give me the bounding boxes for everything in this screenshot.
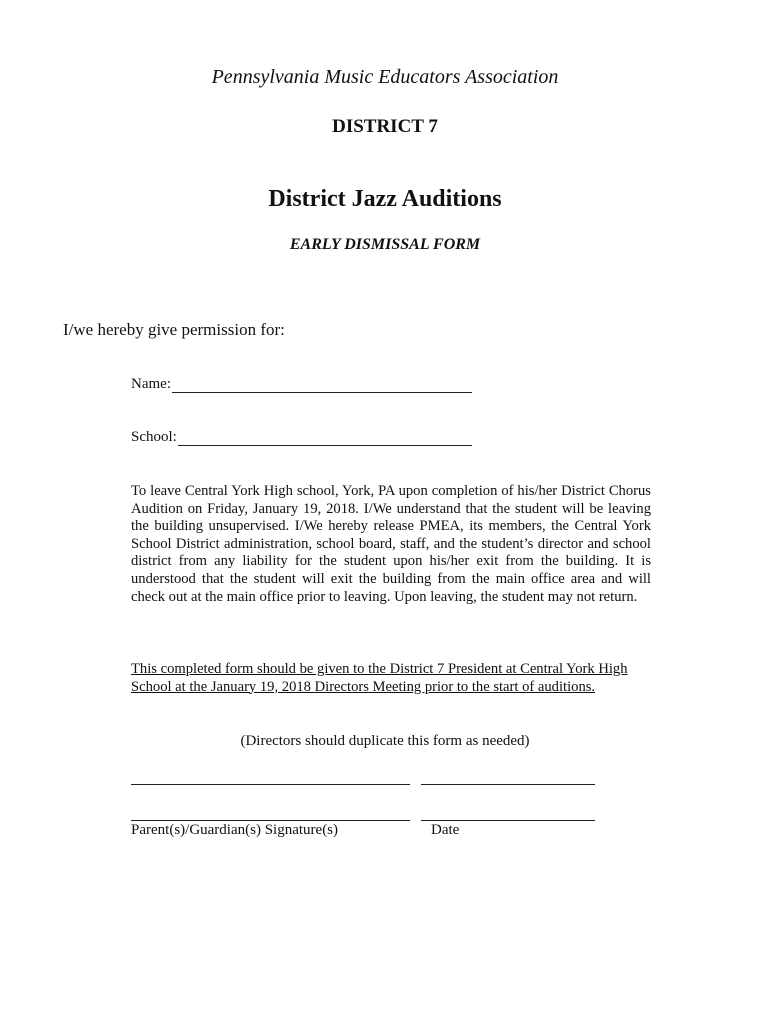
school-input-line[interactable]	[178, 429, 472, 446]
school-label: School:	[131, 429, 177, 445]
date-line-2[interactable]	[421, 820, 595, 821]
date-label: Date	[431, 822, 460, 838]
district-heading: DISTRICT 7	[332, 116, 438, 137]
form-subtitle: EARLY DISMISSAL FORM	[289, 236, 481, 253]
signature-line-2[interactable]	[131, 820, 410, 821]
organization-name: Pennsylvania Music Educators Association	[211, 66, 559, 88]
release-paragraph: To leave Central York High school, York, PA upon completion of his/her District Chorus Audition on Friday, January 19, 2018. I/We understand that the student will be leaving the building unsupervised. I/We hereby release PMEA, its members, the Central York School District administration, school board, staff, and the student’s director and school district from any liability for the student upon his/her exit from the building. It is understood that the student will exit the building from the main office area and will check out at the main office prior to leaving. Upon leaving, the student may not return.	[131, 483, 651, 605]
name-field	[131, 376, 472, 393]
duplicate-note: (Directors should duplicate this form as needed)	[240, 733, 530, 749]
date-line-1[interactable]	[421, 784, 595, 785]
submission-notice: This completed form should be given to the District 7 President at Central York High School at the January 19, 2018 Directors Meeting prior to the start of auditions.	[131, 661, 628, 695]
school-field	[131, 429, 472, 446]
signature-line-1[interactable]	[131, 784, 410, 785]
permission-intro: I/we hereby give permission for:	[63, 320, 285, 339]
name-input-line[interactable]	[172, 376, 472, 393]
signature-label: Parent(s)/Guardian(s) Signature(s)	[131, 822, 339, 838]
name-label: Name:	[131, 376, 171, 392]
page-title: District Jazz Auditions	[268, 186, 502, 212]
